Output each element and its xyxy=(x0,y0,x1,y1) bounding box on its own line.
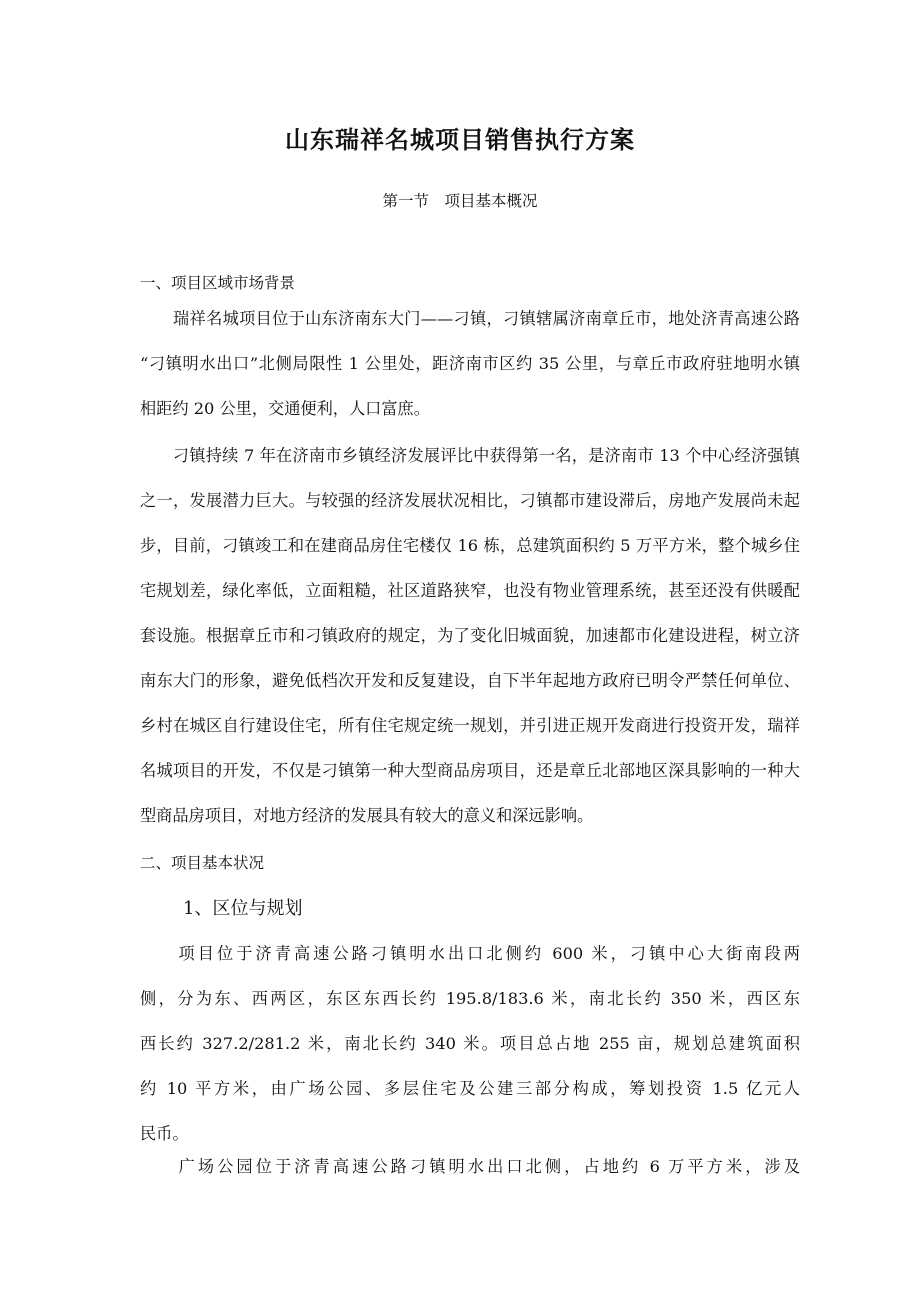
document-title: 山东瑞祥名城项目销售执行方案 xyxy=(285,125,635,154)
subheading-text: 1、区位与规划 xyxy=(183,898,303,919)
text-line: 套设施。根据章丘市和刁镇政府的规定，为了变化旧城面貌，加速都市化建设进程，树立济 xyxy=(140,626,800,645)
section-2-heading xyxy=(140,841,800,886)
section-2-paragraph-2 xyxy=(140,1144,800,1189)
text-line: 民币。 xyxy=(140,1124,189,1143)
text-line: 广场公园位于济青高速公路刁镇明水出口北侧，占地约 6 万平方米，涉及 xyxy=(140,1157,800,1176)
text-line: 南东大门的形象，避免低档次开发和反复建设，自下半年起地方政府已明令严禁任何单位、 xyxy=(140,671,800,690)
heading-text: 一、项目区域市场背景 xyxy=(140,274,296,292)
text-line: 型商品房项目，对地方经济的发展具有较大的意义和深远影响。 xyxy=(140,806,594,825)
text-line: 西长约 327.2/281.2 米，南北长约 340 米。项目总占地 255 亩，规划总建筑面积 xyxy=(140,1034,800,1053)
text-line: 刁镇持续 7 年在济南市乡镇经济发展评比中获得第一名，是济南市 13 个中心经济强镇 xyxy=(140,446,800,465)
text-line: 之一，发展潜力巨大。与较强的经济发展状况相比，刁镇都市建设滞后，房地产发展尚未起 xyxy=(140,491,800,510)
text-line: 宅规划差，绿化率低，立面粗糙，社区道路狭窄，也没有物业管理系统，甚至还没有供暖配 xyxy=(140,581,800,600)
text-line: “刁镇明水出口”北侧局限性 1 公里处，距济南市区约 35 公里，与章丘市政府驻地明水镇 xyxy=(140,354,800,373)
text-line: 名城项目的开发，不仅是刁镇第一种大型商品房项目，还是章丘北部地区深具影响的一种大 xyxy=(140,761,800,780)
section-1-paragraph-1 xyxy=(140,296,800,431)
text-line: 项目位于济青高速公路刁镇明水出口北侧约 600 米，刁镇中心大街南段两 xyxy=(140,944,800,963)
section-2-paragraph-1 xyxy=(140,931,800,1156)
text-line: 步，目前，刁镇竣工和在建商品房住宅楼仅 16 栋，总建筑面积约 5 万平方米，整个城乡住 xyxy=(140,536,800,555)
heading-text: 二、项目基本状况 xyxy=(140,854,265,872)
section-subtitle: 第一节 项目基本概况 xyxy=(382,192,538,210)
section-1-paragraph-2 xyxy=(140,433,800,838)
text-line: 瑞祥名城项目位于山东济南东大门——刁镇，刁镇辖属济南章丘市，地处济青高速公路 xyxy=(140,309,800,328)
section-2-subheading xyxy=(183,886,843,931)
text-line: 相距约 20 公里，交通便利，人口富庶。 xyxy=(140,399,430,418)
text-line: 约 10 平方米，由广场公园、多层住宅及公建三部分构成，筹划投资 1.5 亿元人 xyxy=(140,1079,800,1098)
text-line: 乡村在城区自行建设住宅，所有住宅规定统一规划，并引进正规开发商进行投资开发，瑞祥 xyxy=(140,716,800,735)
text-line: 侧，分为东、西两区，东区东西长约 195.8/183.6 米，南北长约 350 米，西区东 xyxy=(140,989,800,1008)
